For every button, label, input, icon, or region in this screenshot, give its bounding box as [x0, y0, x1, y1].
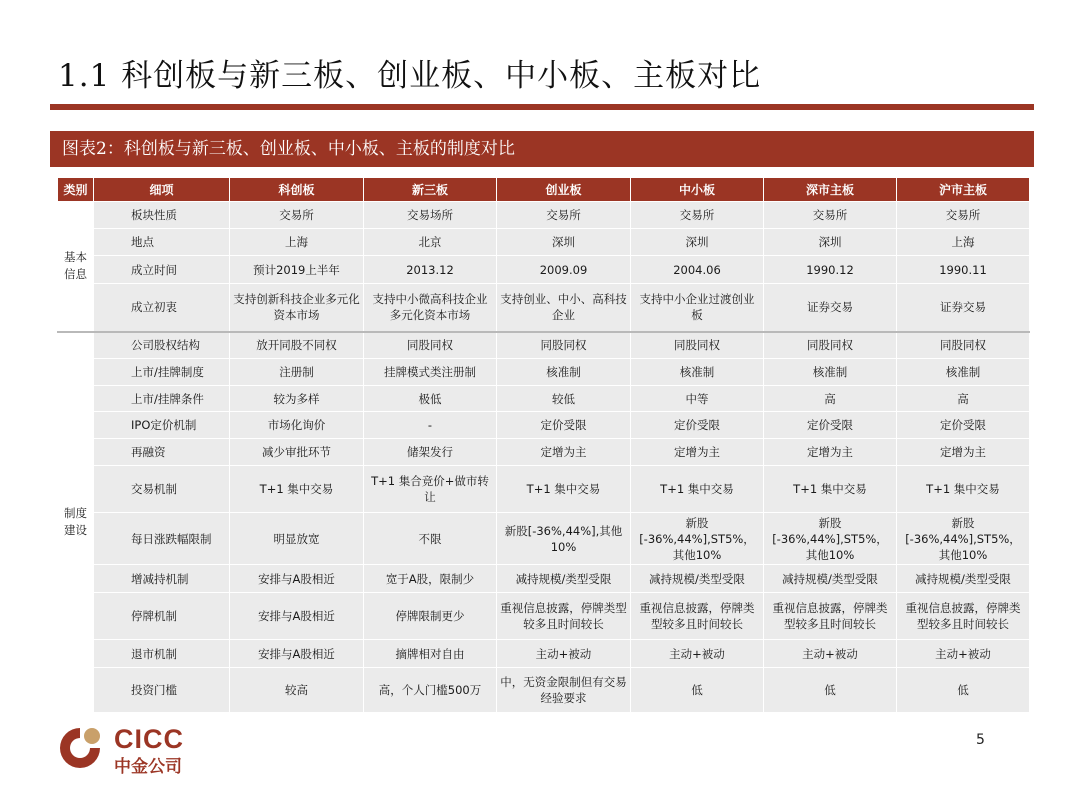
value-cell: 较低 — [497, 386, 631, 412]
value-cell: 主动+被动 — [497, 640, 631, 668]
value-cell: 证券交易 — [764, 284, 897, 332]
page-title: 1.1 科创板与新三板、创业板、中小板、主板对比 — [58, 58, 762, 94]
value-cell: 较为多样 — [230, 386, 364, 412]
value-cell: 摘牌相对自由 — [364, 640, 497, 668]
value-cell: 1990.12 — [764, 256, 897, 284]
value-cell: 安排与A股相近 — [230, 640, 364, 668]
value-cell: 挂牌模式类注册制 — [364, 359, 497, 386]
value-cell: 安排与A股相近 — [230, 565, 364, 593]
table-row — [58, 202, 1030, 229]
item-cell: 公司股权结构 — [94, 332, 230, 359]
category-label: 基本信息 — [64, 250, 87, 282]
value-cell: 极低 — [364, 386, 497, 412]
item-cell: IPO定价机制 — [94, 412, 230, 439]
cicc-logo — [54, 724, 204, 777]
value-cell: 重视信息披露，停牌类型较多且时间较长 — [497, 593, 631, 640]
item-cell: 板块性质 — [94, 202, 230, 229]
value-cell: 定增为主 — [897, 439, 1030, 466]
value-cell: 主动+被动 — [897, 640, 1030, 668]
value-cell: 核准制 — [497, 359, 631, 386]
value-cell: 定价受限 — [497, 412, 631, 439]
category-cell — [58, 202, 94, 332]
value-cell: 支持中小微高科技企业多元化资本市场 — [364, 284, 497, 332]
value-cell: 安排与A股相近 — [230, 593, 364, 640]
value-cell: 深圳 — [764, 229, 897, 256]
value-cell: 同股同权 — [497, 332, 631, 359]
value-cell: 交易所 — [897, 202, 1030, 229]
value-cell: 低 — [764, 668, 897, 713]
table-row — [58, 668, 1030, 713]
item-cell: 退市机制 — [94, 640, 230, 668]
value-cell: 定增为主 — [764, 439, 897, 466]
item-cell: 成立初衷 — [94, 284, 230, 332]
table-caption: 图表2：科创板与新三板、创业板、中小板、主板的制度对比 — [50, 131, 1034, 167]
value-cell: 同股同权 — [631, 332, 764, 359]
value-cell: 较高 — [230, 668, 364, 713]
value-cell: T+1 集中交易 — [230, 466, 364, 513]
value-cell: 交易所 — [230, 202, 364, 229]
value-cell: 高，个人门槛500万 — [364, 668, 497, 713]
value-cell: 中等 — [631, 386, 764, 412]
value-cell: 减持规模/类型受限 — [897, 565, 1030, 593]
table-row — [58, 640, 1030, 668]
table-header-row — [58, 178, 1030, 202]
value-cell: 支持创新科技企业多元化资本市场 — [230, 284, 364, 332]
value-cell: 减少审批环节 — [230, 439, 364, 466]
item-cell: 投资门槛 — [94, 668, 230, 713]
value-cell: 2009.09 — [497, 256, 631, 284]
value-cell: 上海 — [897, 229, 1030, 256]
value-cell: T+1 集中交易 — [631, 466, 764, 513]
item-cell: 增减持机制 — [94, 565, 230, 593]
value-cell: 中，无资金限制但有交易经验要求 — [497, 668, 631, 713]
value-cell: - — [364, 412, 497, 439]
table-row — [58, 256, 1030, 284]
value-cell: 低 — [897, 668, 1030, 713]
logo-text-en: CICC — [114, 724, 184, 754]
cicc-logo-mark — [54, 724, 106, 772]
item-cell: 交易机制 — [94, 466, 230, 513]
page-number: 5 — [976, 732, 985, 748]
value-cell: 交易场所 — [364, 202, 497, 229]
value-cell: 支持中小企业过渡创业板 — [631, 284, 764, 332]
value-cell: 定价受限 — [764, 412, 897, 439]
value-cell: 2004.06 — [631, 256, 764, 284]
value-cell: 重视信息披露，停牌类型较多且时间较长 — [631, 593, 764, 640]
value-cell: 定价受限 — [631, 412, 764, 439]
table-row — [58, 332, 1030, 359]
table-row — [58, 359, 1030, 386]
value-cell: 主动+被动 — [631, 640, 764, 668]
value-cell: 低 — [631, 668, 764, 713]
header-chinext: 创业板 — [497, 178, 631, 202]
value-cell: T+1 集合竞价+做市转让 — [364, 466, 497, 513]
table-row — [58, 466, 1030, 513]
value-cell: 新股[-36%,44%],ST5%，其他10% — [631, 513, 764, 565]
value-cell: 核准制 — [897, 359, 1030, 386]
header-star-market: 科创板 — [230, 178, 364, 202]
category-cell — [58, 332, 94, 713]
value-cell: 交易所 — [764, 202, 897, 229]
header-shanghai-main: 沪市主板 — [897, 178, 1030, 202]
value-cell: T+1 集中交易 — [897, 466, 1030, 513]
value-cell: 注册制 — [230, 359, 364, 386]
value-cell: 深圳 — [497, 229, 631, 256]
value-cell: T+1 集中交易 — [497, 466, 631, 513]
value-cell: 不限 — [364, 513, 497, 565]
table-row — [58, 513, 1030, 565]
item-cell: 每日涨跌幅限制 — [94, 513, 230, 565]
table-row — [58, 284, 1030, 332]
value-cell: 新股[-36%,44%],ST5%，其他10% — [897, 513, 1030, 565]
value-cell: T+1 集中交易 — [764, 466, 897, 513]
header-sme-board: 中小板 — [631, 178, 764, 202]
value-cell: 同股同权 — [364, 332, 497, 359]
value-cell: 停牌限制更少 — [364, 593, 497, 640]
value-cell: 高 — [897, 386, 1030, 412]
item-cell: 地点 — [94, 229, 230, 256]
value-cell: 2013.12 — [364, 256, 497, 284]
value-cell: 减持规模/类型受限 — [497, 565, 631, 593]
header-category: 类别 — [58, 178, 94, 202]
item-cell: 再融资 — [94, 439, 230, 466]
value-cell: 减持规模/类型受限 — [764, 565, 897, 593]
value-cell: 定价受限 — [897, 412, 1030, 439]
value-cell: 重视信息披露，停牌类型较多且时间较长 — [764, 593, 897, 640]
value-cell: 新股[-36%,44%],ST5%，其他10% — [764, 513, 897, 565]
value-cell: 支持创业、中小、高科技企业 — [497, 284, 631, 332]
item-cell: 成立时间 — [94, 256, 230, 284]
value-cell: 交易所 — [631, 202, 764, 229]
logo-text-cn: 中金公司 — [114, 757, 182, 777]
value-cell: 主动+被动 — [764, 640, 897, 668]
item-cell: 上市/挂牌条件 — [94, 386, 230, 412]
table-row — [58, 386, 1030, 412]
table-row — [58, 439, 1030, 466]
header-shenzhen-main: 深市主板 — [764, 178, 897, 202]
value-cell: 减持规模/类型受限 — [631, 565, 764, 593]
item-cell: 上市/挂牌制度 — [94, 359, 230, 386]
value-cell: 1990.11 — [897, 256, 1030, 284]
value-cell: 高 — [764, 386, 897, 412]
comparison-table — [57, 177, 1030, 713]
value-cell: 核准制 — [764, 359, 897, 386]
value-cell: 市场化询价 — [230, 412, 364, 439]
value-cell: 同股同权 — [764, 332, 897, 359]
table-row — [58, 565, 1030, 593]
value-cell: 放开同股不同权 — [230, 332, 364, 359]
value-cell: 新股[-36%,44%],其他10% — [497, 513, 631, 565]
value-cell: 宽于A股，限制少 — [364, 565, 497, 593]
value-cell: 深圳 — [631, 229, 764, 256]
value-cell: 预计2019上半年 — [230, 256, 364, 284]
value-cell: 定增为主 — [631, 439, 764, 466]
value-cell: 证券交易 — [897, 284, 1030, 332]
table-row — [58, 593, 1030, 640]
value-cell: 重视信息披露，停牌类型较多且时间较长 — [897, 593, 1030, 640]
title-rule — [50, 104, 1034, 110]
header-neeq: 新三板 — [364, 178, 497, 202]
value-cell: 明显放宽 — [230, 513, 364, 565]
table-row — [58, 412, 1030, 439]
value-cell: 交易所 — [497, 202, 631, 229]
category-label: 制度建设 — [64, 506, 87, 538]
value-cell: 储架发行 — [364, 439, 497, 466]
value-cell: 上海 — [230, 229, 364, 256]
item-cell: 停牌机制 — [94, 593, 230, 640]
value-cell: 核准制 — [631, 359, 764, 386]
table-row — [58, 229, 1030, 256]
value-cell: 同股同权 — [897, 332, 1030, 359]
header-item: 细项 — [94, 178, 230, 202]
value-cell: 定增为主 — [497, 439, 631, 466]
value-cell: 北京 — [364, 229, 497, 256]
